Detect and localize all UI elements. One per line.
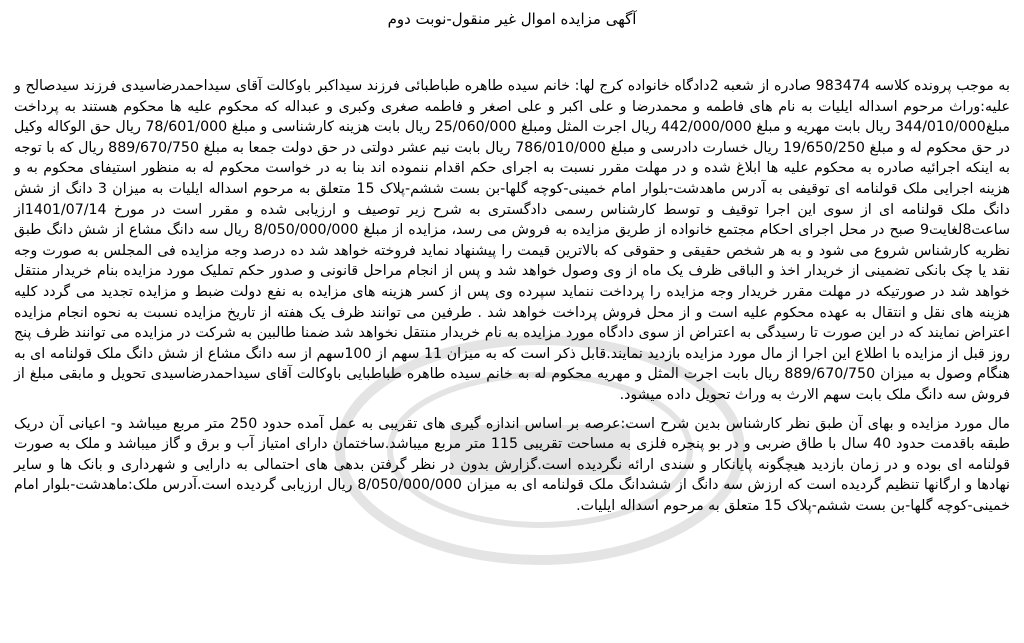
notice-title: آگهی مزایده اموال غیر منقول-نوبت دوم xyxy=(387,10,637,28)
notice-body-paragraph: به موجب پرونده کلاسه 983474 صادره از شعبه 2دادگاه خانواده کرج لها: خانم سیده طاهره طباطبائی فرزند سیداکبر باوکالت آقای سیداحمدرضاسیدی فرزند سیدصالح و علیه:وراث مرحوم اسداله ایلیات به نام های فاطمه و محمدرضا و علی اکبر و علی اصغر و فاطمه صغری وکبری و عبداله که محکوم علیه ها محکوم هستند به پرداخت مبلغ344/010/000 ریال بابت مهریه و مبلغ 442/000/000 ریال اجرت المثل ومبلغ 25/060/000 ریال بابت هزینه کارشناسی و مبلغ 78/601/000 ریال حق الوکاله وکیل در حق محکوم له و مبلغ 19/650/250 ریال خسارت دادرسی و مبلغ 786/010/000 ریال بابت نیم عشر دولتی در حق دولت جمعا به مبلغ 889/670/750 ریال که با توجه به اینکه اجرائیه صادره به محکوم علیه ها ابلاغ شده و در مهلت مقرر نسبت به اجرای حکم اقدام ننموده اند بنا به در خواست محکوم له به منظور استیفای محکوم به و هزینه اجرایی ملک قولنامه ای توقیفی به آدرس ماهدشت-بلوار امام خمینی-کوچه گلها-بن بست ششم-پلاک 15 متعلق به مرحوم اسداله ایلیات به میزان 3 دانگ از شش دانگ ملک قولنامه ای از سوی این اجرا توقیف و توسط کارشناس رسمی دادگستری به شرح زیر توصیف و ارزیابی شده و مقرر است در مورخ 1401/07/14از ساعت8لغایت9 صبح در محل اجرای احکام مجتمع خانواده از طریق مزایده به فروش می رسد، مزایده از مبلغ 8/050/000/000 ریال سه دانگ مشاع از شش دانگ طبق نظریه کارشناس شروع می شود و به هر شخص حقیقی و حقوقی که بالاترین قیمت را پیشنهاد نماید فروخته خواهد شد ده درصد وجه مزایده فی المجلس به صورت وجه نقد یا چک بانکی تضمینی از خریدار اخذ و الباقی ظرف یک ماه از وی وصول خواهد شد و پس از انجام مراحل قانونی و صدور حکم تملیک مورد مزایده بنام خریدار منتقل خواهد شد در صورتیکه در مهلت مقرر خریدار وجه مزایده را پرداخت ننماید سپرده وی پس از کسر هزینه های مزایده به نفع دولت ضبط و مزایده تجدید می گردد کلیه هزینه های نقل و انتقال به عهده محکوم علیه است و از محل فروش پرداخت خواهد شد . طرفین می توانند ظرف یک هفته از تاریخ مزایده نسبت به نحوه انجام مزایده اعتراض نمایند که در این صورت تا رسیدگی به اعتراض از سوی دادگاه مورد مزایده به نام خریدار منتقل نخواهد شد ضمنا طالبین به شرکت در مزایده می توانند ظرف پنج روز قبل از مزایده با اطلاع این اجرا از مال مورد مزایده بازدید نمایند.قابل ذکر است که به میزان 11 سهم از 100سهم از سه دانگ مشاع از شش دانگ ملک قولنامه ای به هنگام وصول به میزان 889/670/750 ریال بابت اجرت المثل و مهریه محکوم له به خانم سیده طاهره طباطبایی باوکالت آقای سیداحمدرضاسیدی تحویل و مابقی مبلغ از فروش سه دانگ ملک بابت سهم الارث به وراث تحویل داده میشود. xyxy=(14,78,1010,403)
property-description-paragraph: مال مورد مزایده و بهای آن طبق نظر کارشناس بدین شرح است:عرصه بر اساس اندازه گیری های تقریبی به عمل آمده حدود 250 متر مربع میباشد و- اعیانی آن دریک طبقه باقدمت حدود 40 سال با طاق ضربی و در بو پنجره فلزی به مساحت تقریبی 115 متر مربع میباشد.ساختمان دارای امتیاز آب و برق و گاز میباشد و ملک به صورت قولنامه ای بوده و در زمان بازدید هیچگونه پایانکار و سندی ارائه نگردیده است.گزارش بدون در نظر گرفتن بدهی های احتمالی به دارایی و شهرداری و بانک ها و سایر نهادها و ارگانها تنظیم گردیده است که ارزش سه دانگ از ششدانگ ملک قولنامه ای به میزان 8/050/000/000 ریال ارزیابی گردیده است.آدرس ملک:ماهدشت-بلوار امام خمینی-کوچه گلها-بن بست ششم-پلاک 15 متعلق به مرحوم اسداله ایلیات. xyxy=(14,415,1010,514)
